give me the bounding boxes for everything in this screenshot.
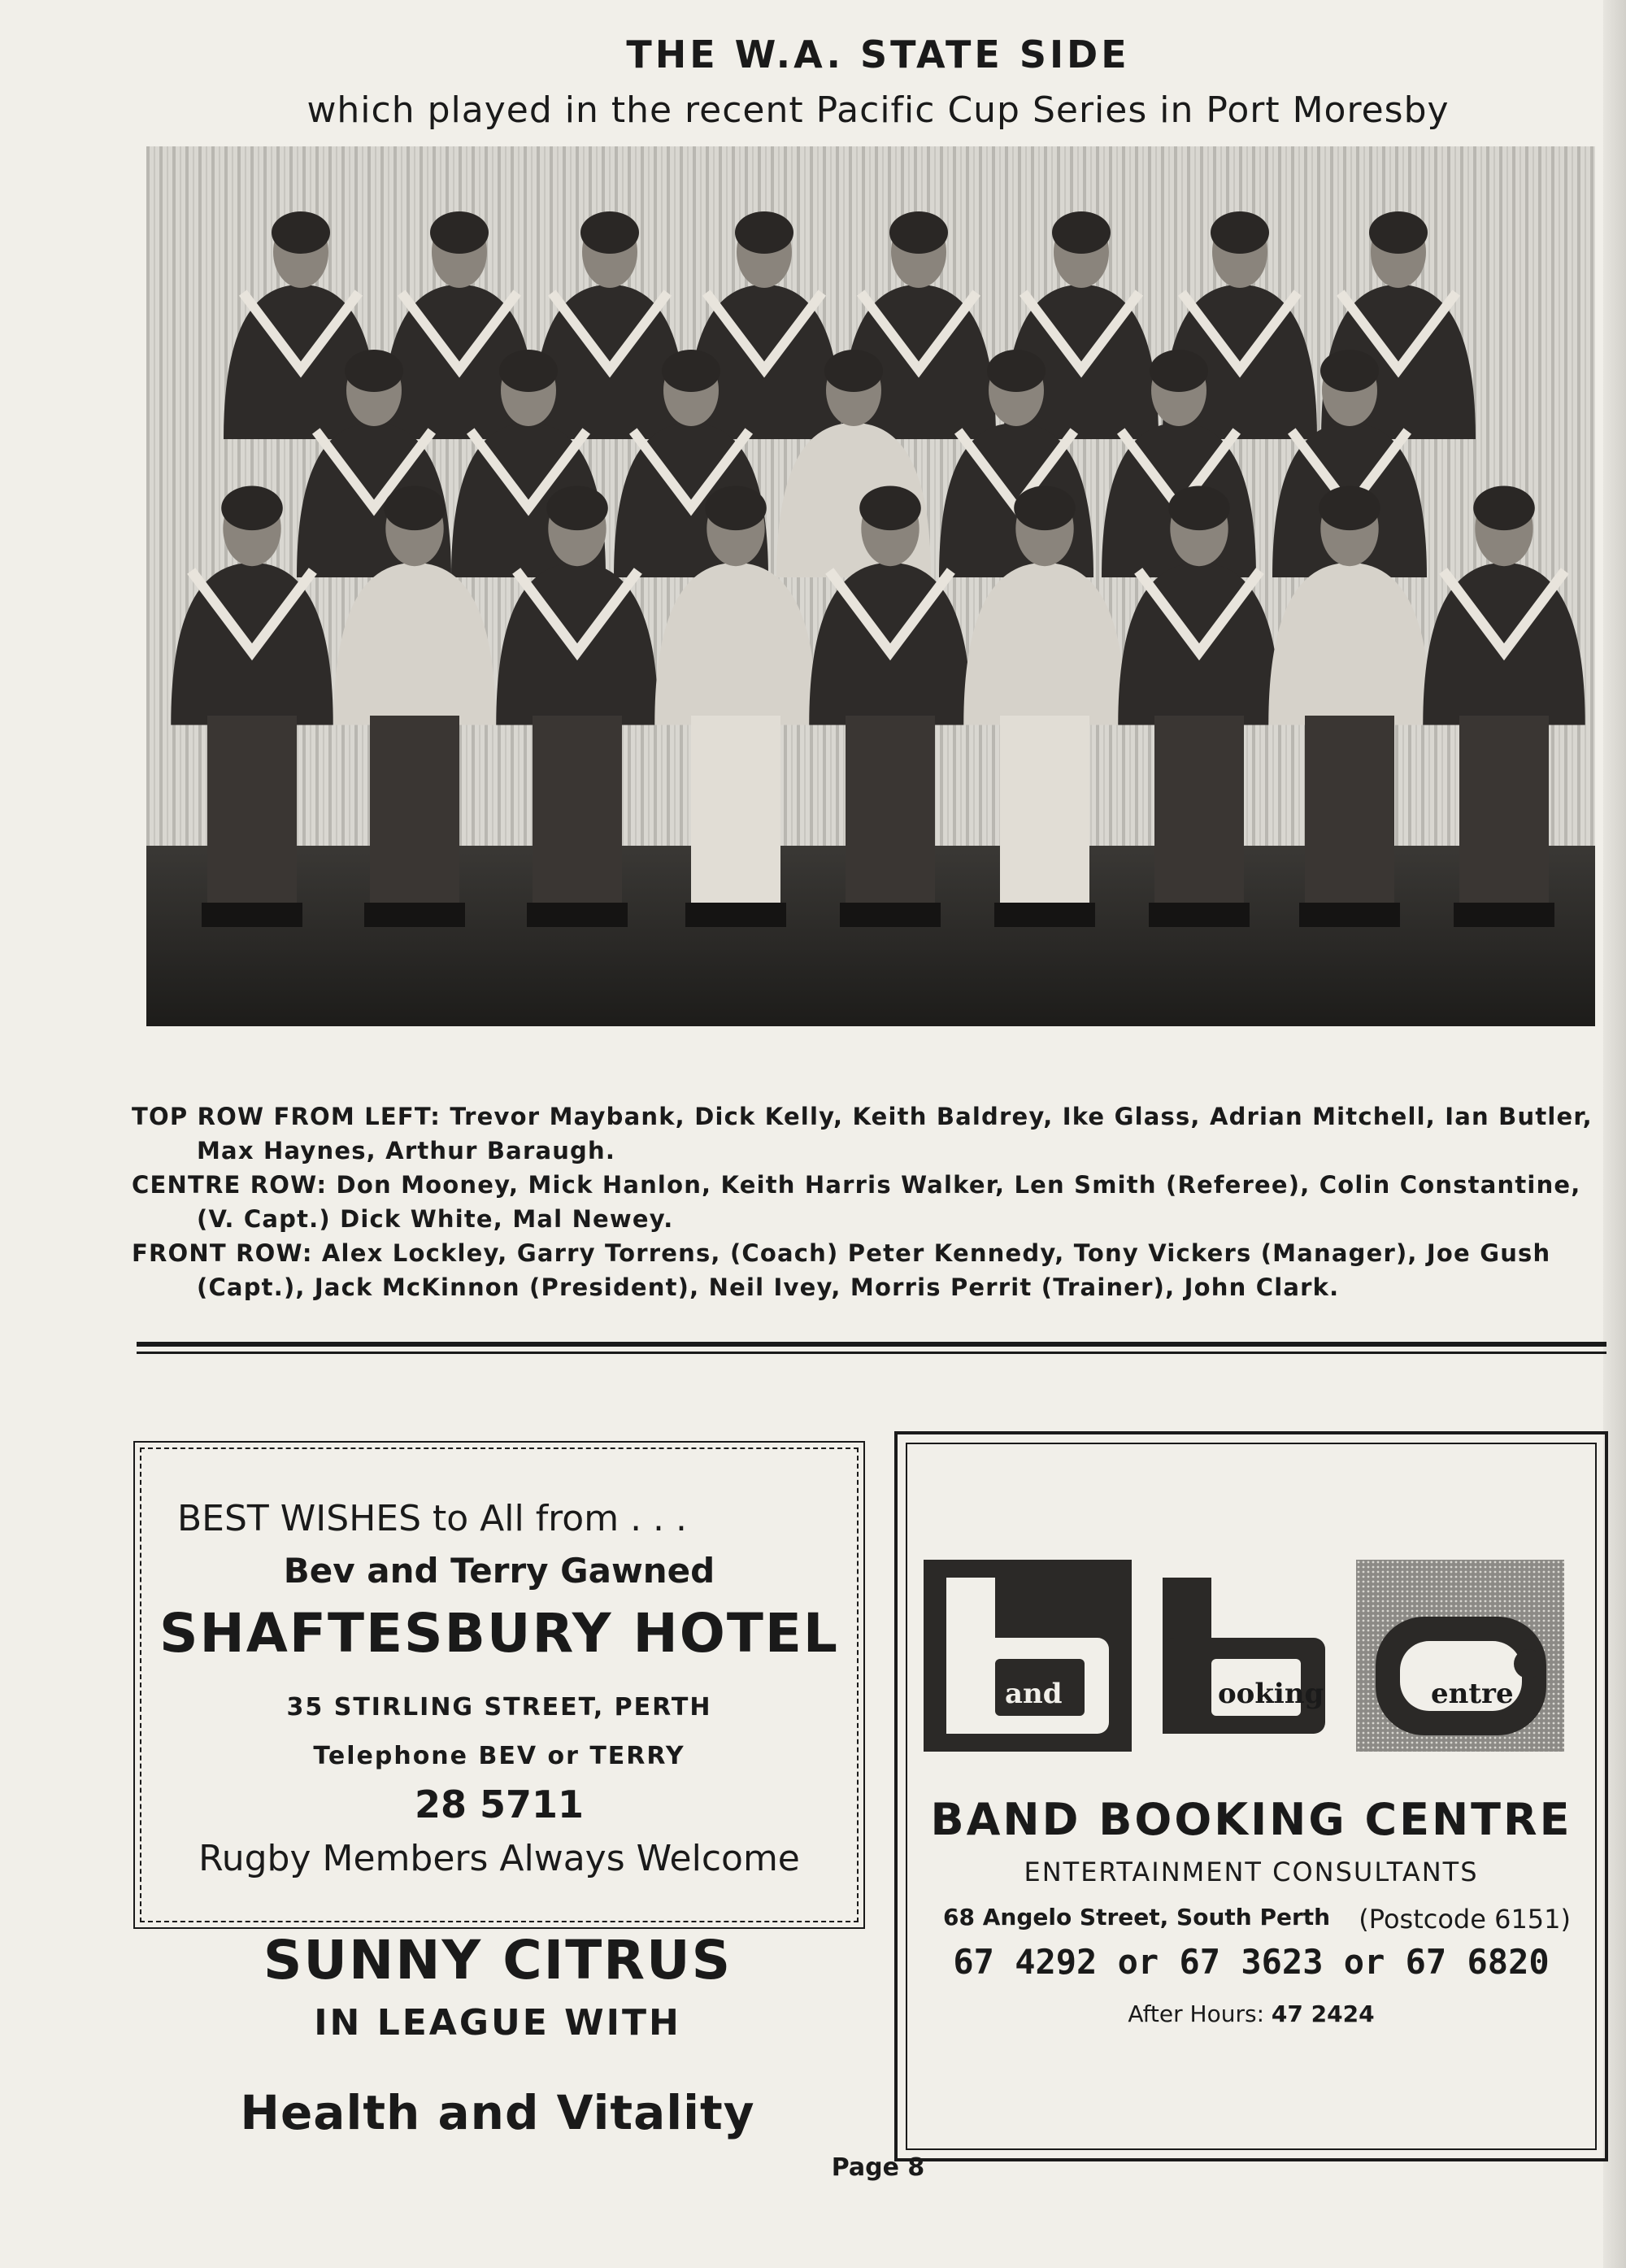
bbc-logo-b1 bbox=[924, 1560, 1132, 1752]
logo-word-centre: entre bbox=[1431, 1678, 1514, 1710]
page-number: Page 8 bbox=[831, 2153, 925, 2182]
bbc-address: 68 Angelo Street, South Perth bbox=[943, 1904, 1331, 1931]
citrus-tagline: Health and Vitality bbox=[240, 2085, 755, 2140]
caption-front-row: FRONT ROW: Alex Lockley, Garry Torrens, (Coach) Peter Kennedy, Tony Vickers (Manager), Joe Gush bbox=[132, 1239, 1551, 1267]
bbc-after-hours bbox=[907, 2000, 1595, 2027]
bbc-postcode: (Postcode 6151) bbox=[1359, 1904, 1571, 1935]
caption-top-row: TOP ROW FROM LEFT: Trevor Maybank, Dick Kelly, Keith Baldrey, Ike Glass, Adrian Mitchell, Ian Butler, bbox=[132, 1103, 1593, 1130]
player-legs bbox=[207, 716, 297, 903]
player-legs bbox=[533, 716, 622, 903]
player-boots bbox=[364, 903, 465, 927]
player-boots bbox=[1299, 903, 1400, 927]
page-subtitle: which played in the recent Pacific Cup Series in Port Moresby bbox=[307, 89, 1450, 131]
player-boots bbox=[840, 903, 941, 927]
page-title: THE W.A. STATE SIDE bbox=[626, 33, 1130, 76]
logo-word-and: and bbox=[1005, 1678, 1063, 1710]
hotel-telephone: 28 5711 bbox=[414, 1783, 585, 1826]
letter-b-icon bbox=[924, 1560, 1132, 1752]
letter-c-icon bbox=[1356, 1560, 1564, 1752]
bbc-phones: 67 4292 or 67 3623 or 67 6820 bbox=[953, 1942, 1550, 1982]
divider-thick bbox=[137, 1342, 1606, 1347]
player-boots bbox=[202, 903, 302, 927]
hotel-hosts: Bev and Terry Gawned bbox=[283, 1551, 715, 1591]
caption-centre-row-cont: (V. Capt.) Dick White, Mal Newey. bbox=[197, 1205, 674, 1233]
player-legs bbox=[1459, 716, 1549, 903]
citrus-subline: IN LEAGUE WITH bbox=[314, 2002, 681, 2044]
letter-b-icon bbox=[1140, 1560, 1348, 1752]
player-legs bbox=[846, 716, 935, 903]
player-legs bbox=[1305, 716, 1394, 903]
player-legs bbox=[1154, 716, 1244, 903]
bbc-ad-inner-frame bbox=[906, 1443, 1597, 2150]
bbc-subtitle: ENTERTAINMENT CONSULTANTS bbox=[1024, 1857, 1479, 1887]
hotel-telephone-label: Telephone BEV or TERRY bbox=[313, 1742, 685, 1770]
caption-top-row-cont: Max Haynes, Arthur Baraugh. bbox=[197, 1137, 616, 1164]
bbc-logo-b2 bbox=[1140, 1560, 1348, 1752]
player-legs bbox=[370, 716, 459, 903]
player-legs bbox=[1000, 716, 1089, 903]
player-boots bbox=[527, 903, 628, 927]
caption-centre-row: CENTRE ROW: Don Mooney, Mick Hanlon, Keith Harris Walker, Len Smith (Referee), Colin Constantine, bbox=[132, 1171, 1581, 1199]
citrus-headline: SUNNY CITRUS bbox=[263, 1929, 733, 1992]
band-booking-centre-ad bbox=[894, 1431, 1608, 2161]
shaftesbury-hotel-ad bbox=[140, 1447, 859, 1922]
player-boots bbox=[994, 903, 1095, 927]
hotel-name: SHAFTESBURY HOTEL bbox=[159, 1602, 839, 1665]
team-photo bbox=[146, 146, 1595, 1026]
hotel-tagline: Rugby Members Always Welcome bbox=[198, 1838, 800, 1879]
after-hours-number: 47 2424 bbox=[1271, 2000, 1375, 2027]
player-boots bbox=[1149, 903, 1250, 927]
logo-word-booking: ooking bbox=[1218, 1678, 1324, 1710]
bbc-logo-c bbox=[1356, 1560, 1564, 1752]
hotel-greeting: BEST WISHES to All from . . . bbox=[177, 1498, 687, 1539]
player-boots bbox=[685, 903, 786, 927]
player-boots bbox=[1454, 903, 1554, 927]
bbc-name: BAND BOOKING CENTRE bbox=[930, 1794, 1572, 1845]
player-legs bbox=[691, 716, 780, 903]
photo-caption bbox=[132, 1099, 1610, 1304]
after-hours-label: After Hours: bbox=[1128, 2000, 1265, 2027]
caption-front-row-cont: (Capt.), Jack McKinnon (President), Neil Ivey, Morris Perrit (Trainer), John Clark. bbox=[197, 1273, 1340, 1301]
hotel-address: 35 STIRLING STREET, PERTH bbox=[286, 1693, 712, 1722]
team-photo-illustration bbox=[146, 146, 1595, 1026]
divider-thin bbox=[137, 1352, 1606, 1354]
